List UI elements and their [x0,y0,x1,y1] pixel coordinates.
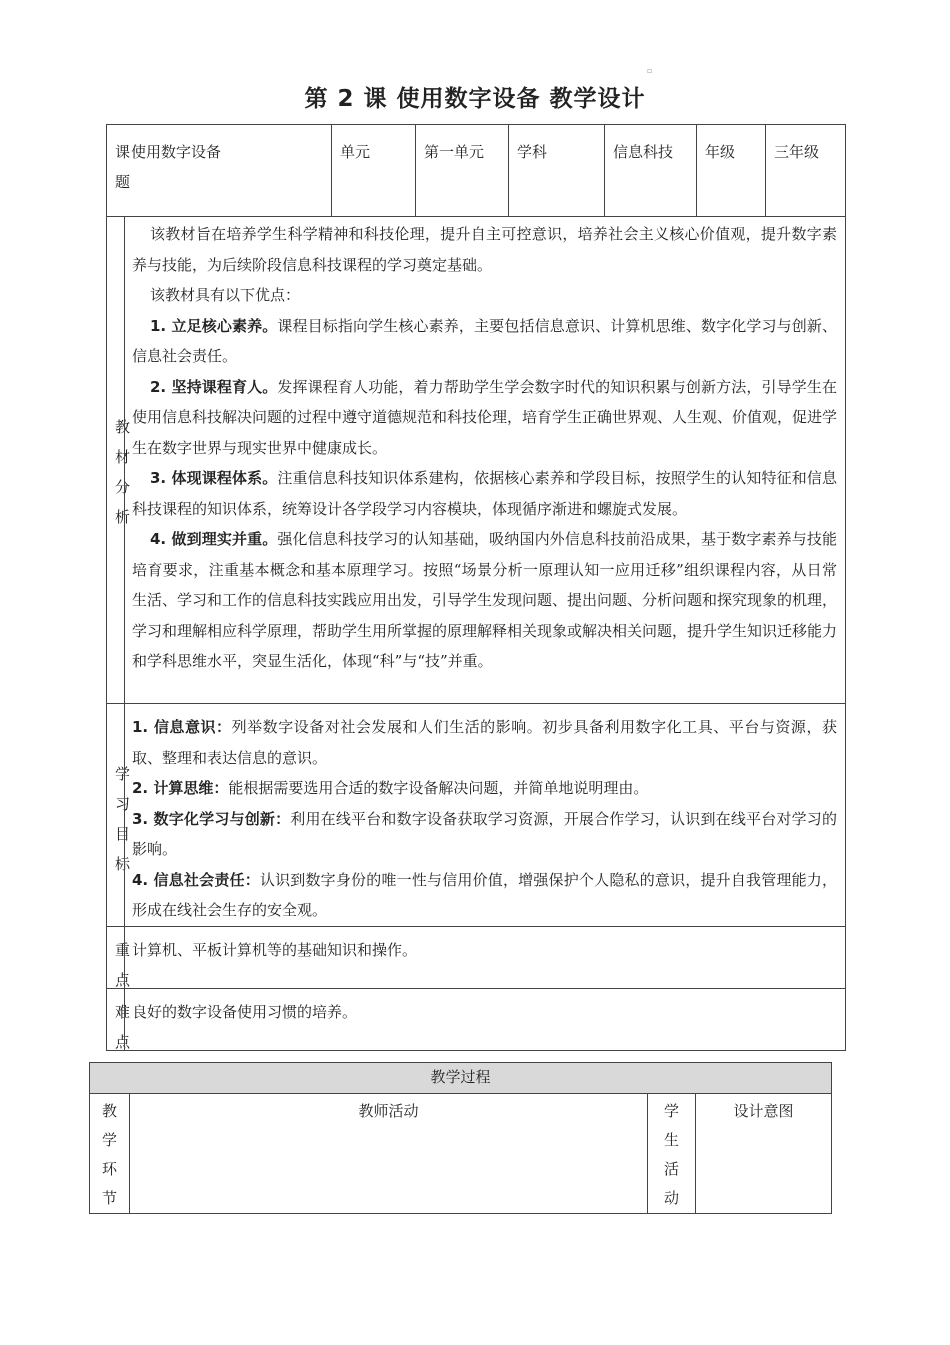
analysis-point-1: 1. 立足核心素养。课程目标指向学生核心素养，主要包括信息意识、计算机思维、数字化学习与创新、信息社会责任。 [132,316,837,365]
topic-value: 使用数字设备 [131,143,222,161]
objectives-cell [107,704,846,927]
objective-3: 3. 数字化学习与创新：利用在线平台和数字设备获取学习资源，开展合作学习，认识到在线平台对学习的影响。 [132,809,837,858]
objective-2: 2. 计算思维：能根据需要选用合适的数字设备解决问题，并简单地说明理由。 [132,779,649,797]
key-point-cell [107,926,846,988]
difficulty-label: 难点 [115,1002,131,1051]
page-title: 第 2 课 使用数字设备 教学设计 [304,86,646,112]
col-student: 学生活动 [648,1094,696,1214]
analysis-point-4: 4. 做到理实并重。强化信息科技学习的认知基础，吸纳国内外信息科技前沿成果，基于数字素养与技能培育要求，注重基本概念和基本原理学习。按照“场景分析一原理认知一应用迁移”组织课程内容，从日常生活、学习和工作的信息科技实践应用出发，引导学生发现问题、提出问题、分析问题和探究现象的机理，学习和理解相应科学原理，帮助学生用所掌握的原理解释相关现象或解决相关问题，提升学生知识迁移能力和学科思维水平，突显生活化，体现“科”与“技”并重。 [132,530,838,670]
analysis-row [107,217,846,704]
grade-label: 年级 [697,125,766,217]
grade-value: 三年级 [766,125,846,217]
analysis-cell [107,217,846,704]
objective-1: 1. 信息意识：列举数字设备对社会发展和人们生活的影响。初步具备利用数字化工具、平台与资源，获取、整理和表达信息的意识。 [132,718,838,767]
analysis-point-3: 3. 体现课程体系。注重信息科技知识体系建构，依据核心素养和学段目标，按照学生的认知特征和信息科技课程的知识体系，统筹设计各学段学习内容模块，体现循序渐进和螺旋式发展。 [132,469,837,518]
objectives-row [107,704,846,927]
analysis-label: 教材分析 [115,418,131,526]
topic-label: 课题 [115,143,131,191]
difficulty-text: 良好的数字设备使用习惯的培养。 [132,1002,358,1021]
lesson-info-table [106,124,846,1051]
page-mark: ▫ [647,66,653,75]
process-columns-row [90,1094,832,1214]
objective-4: 4. 信息社会责任：认识到数字身份的唯一性与信用价值，增强保护个人隐私的意识，提升自我管理能力，形成在线社会生存的安全观。 [132,870,838,919]
topic-cell [107,125,332,217]
key-point-row [107,926,846,988]
subject-value: 信息科技 [605,125,697,217]
key-point-label: 重点 [115,940,131,989]
objectives-label: 学习目标 [115,765,131,873]
col-stage: 教学环节 [90,1094,130,1214]
difficulty-cell [107,988,846,1050]
difficulty-row [107,988,846,1050]
process-header-row [90,1063,832,1094]
key-point-text: 计算机、平板计算机等的基础知识和操作。 [132,940,418,959]
analysis-point-2: 2. 坚持课程育人。发挥课程育人功能，着力帮助学生学会数字时代的知识积累与创新方法，引导学生在使用信息科技解决问题的过程中遵守道德规范和科技伦理，培育学生正确世界观、人生观、价值观，促进学生在数字世界与现实世界中健康成长。 [132,377,838,457]
subject-label: 学科 [509,125,605,217]
teaching-process-table [89,1062,832,1214]
col-teacher: 教师活动 [130,1094,648,1214]
col-intent: 设计意图 [696,1094,832,1214]
header-row [107,125,846,217]
unit-label: 单元 [332,125,416,217]
analysis-merits-intro: 该教材具有以下优点： [150,286,301,304]
analysis-intro: 该教材旨在培养学生科学精神和科技伦理，提升自主可控意识，培养社会主义核心价值观，提升数字素养与技能，为后续阶段信息科技课程的学习奠定基础。 [132,225,837,274]
unit-value: 第一单元 [416,125,509,217]
process-header: 教学过程 [90,1063,832,1094]
